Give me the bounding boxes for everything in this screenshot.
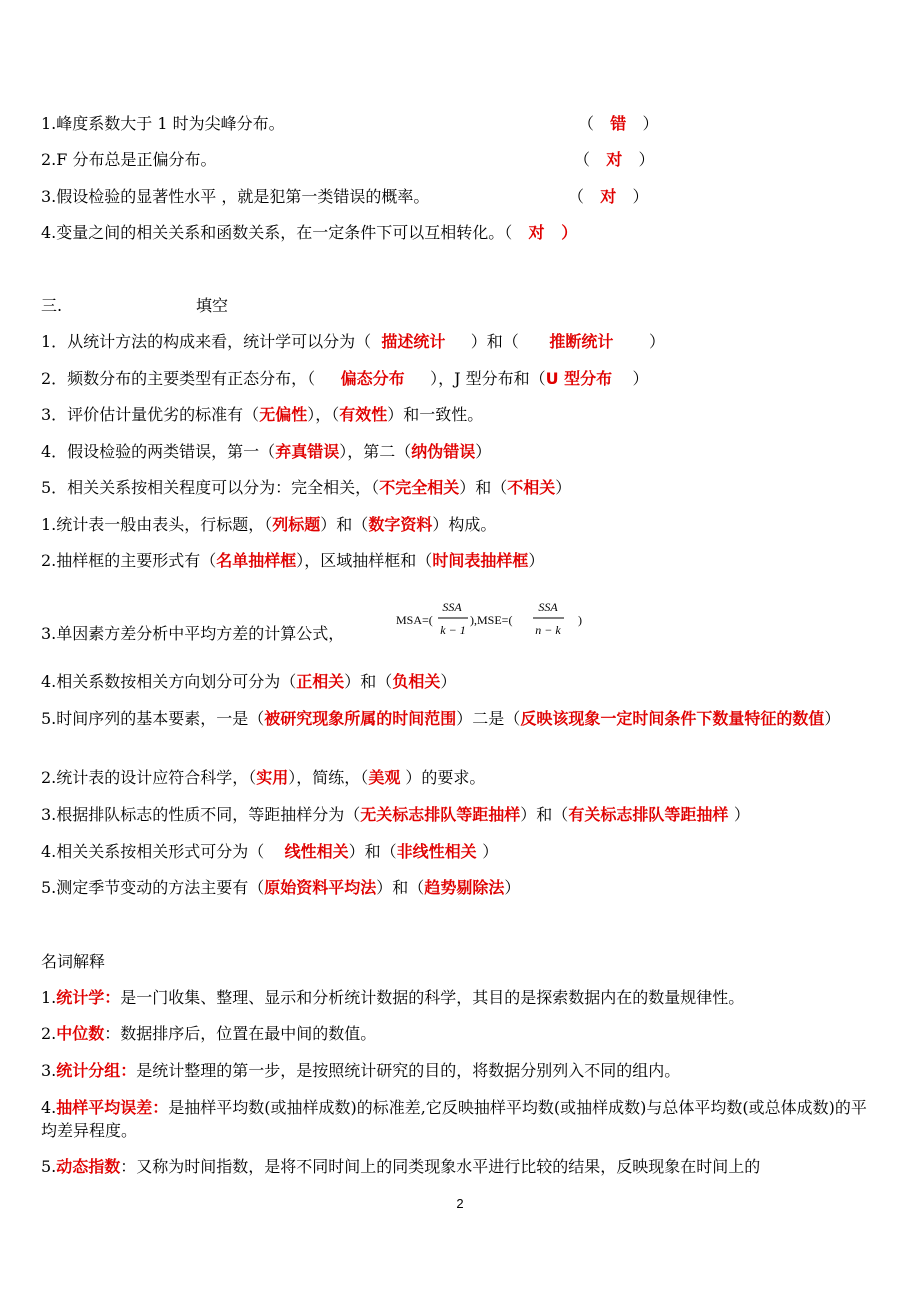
section-title: 填空	[196, 296, 229, 315]
text-segment: 是统计整理的第一步，是按照统计研究的目的，将数据分别列入不同的组内。	[136, 1061, 681, 1080]
definition-item	[41, 1024, 376, 1044]
formula-image	[396, 598, 592, 642]
formula-question: 3.单因素方差分析中平均方差的计算公式，	[41, 624, 345, 643]
formula-num2: SSA	[538, 600, 558, 614]
definition-item	[41, 1157, 760, 1177]
fill-blank-item	[41, 672, 456, 692]
definition-item	[41, 988, 744, 1008]
fill-blank-item	[41, 405, 483, 425]
text-segment: ）和（	[344, 672, 393, 691]
answer-text: 对	[517, 223, 556, 242]
text-segment: ）的要求。	[400, 768, 486, 787]
answer-text: 正相关	[296, 672, 345, 691]
text-segment: 是一门收集、整理、显示和分析统计数据的科学，其目的是探索数据内在的数量规律性。	[120, 988, 745, 1007]
true-false-item	[41, 114, 285, 134]
text-segment: ），第二（	[339, 442, 412, 461]
text-segment: ）构成。	[432, 515, 497, 534]
answer-text: 列标题	[272, 515, 321, 534]
question-text: 4.变量之间的相关关系和函数关系，在一定条件下可以互相转化。	[41, 223, 505, 242]
fill-blank-item	[41, 442, 491, 462]
text-segment: 2.	[41, 1024, 57, 1043]
answer-text: 纳伪错误	[411, 442, 476, 461]
text-segment: ）	[612, 369, 649, 388]
answer-text: 非线性相关	[396, 842, 483, 861]
answer-text: 中位数	[56, 1024, 105, 1043]
text-segment: ：又称为时间指数，是将不同时间上的同类现象水平进行比较的结果，反映现象在时间上的	[120, 1157, 761, 1176]
answer-text: 错	[599, 114, 638, 133]
fill-blank-item	[41, 842, 498, 862]
formula-end: )	[578, 613, 582, 627]
text-segment: ），（	[307, 405, 340, 424]
text-segment: 2．频数分布的主要类型有正态分布，（	[41, 369, 341, 388]
formula-num1: SSA	[442, 600, 462, 614]
text-segment: ）	[613, 332, 665, 351]
fill-blank-item	[41, 515, 496, 535]
text-segment: ）和（	[348, 842, 397, 861]
text-segment: ：数据排序后，位置在最中间的数值。	[104, 1024, 377, 1043]
text-segment: 5．相关关系按相关程度可以分为：完全相关，（	[41, 478, 380, 497]
text-segment: ），J 型分布和（	[404, 369, 546, 388]
answer-text: 抽样平均误差：	[56, 1098, 169, 1117]
text-segment: 2.抽样框的主要形式有（	[41, 551, 217, 570]
text-segment: ），简练，（	[288, 768, 369, 787]
section-number: 三.	[41, 296, 63, 315]
text-segment: ），区域抽样框和（	[296, 551, 433, 570]
terms-heading: 名词解释	[41, 952, 106, 971]
answer-text: 数字资料	[368, 515, 433, 534]
answer-text: 对	[589, 187, 628, 206]
text-segment: ）和（	[445, 332, 550, 351]
answer-text: 被研究现象所属的时间范围	[264, 709, 457, 728]
text-segment: 1．从统计方法的构成来看，统计学可以分为（	[41, 332, 382, 351]
text-segment: ）	[555, 478, 572, 497]
text-segment: 3．评价估计量优劣的标准有（	[41, 405, 260, 424]
formula-msa: MSA=(	[396, 613, 433, 627]
answer-text: 负相关	[392, 672, 441, 691]
answer-text: 不完全相关	[379, 478, 460, 497]
text-segment: 3.根据排队标志的性质不同，等距抽样分为（	[41, 805, 361, 824]
fill-blank-item	[41, 768, 485, 788]
text-segment: ）	[475, 442, 492, 461]
text-segment: ）	[528, 551, 545, 570]
fill-blank-item	[41, 878, 520, 898]
question-text: 3.假设检验的显著性水平 ，就是犯第一类错误的概率。	[41, 187, 430, 206]
text-segment: 4.相关关系按相关形式可分为（	[41, 842, 285, 861]
fill-blank-item	[41, 551, 544, 571]
text-segment: ）	[824, 709, 841, 728]
answer-text: 动态指数	[56, 1157, 121, 1176]
answer-text: 趋势剔除法	[424, 878, 505, 897]
fill-blank-item	[41, 805, 750, 825]
text-segment: 是抽样平均数(或抽样成数)的标准差,它反映抽样平均数(或抽样成数)与总体平均数(或总体成数)的平均差异程度。	[41, 1098, 867, 1140]
fill-blank-item	[41, 478, 571, 498]
fill-blank-item	[41, 332, 665, 352]
answer-bracket: （ 错 ）	[578, 114, 659, 133]
answer-text: 有效性	[339, 405, 388, 424]
answer-text: 名单抽样框	[216, 551, 297, 570]
fill-blank-item	[41, 707, 879, 730]
text-segment: ）	[733, 805, 750, 824]
true-false-item: 4.变量之间的相关关系和函数关系，在一定条件下可以互相转化。（ 对 ）	[41, 223, 578, 242]
question-text: 2.F 分布总是正偏分布。	[41, 150, 217, 169]
true-false-item	[41, 150, 216, 170]
formula-den2: n − k	[535, 623, 561, 637]
answer-text: 对	[595, 150, 634, 169]
answer-text: 无关标志排队等距抽样	[360, 805, 521, 824]
answer-text: 偏态分布	[340, 369, 405, 388]
page-number: 2	[456, 1196, 464, 1211]
answer-text: 有关标志排队等距抽样	[568, 805, 734, 824]
text-segment: 3.	[41, 1061, 57, 1080]
definition-item	[41, 1096, 879, 1142]
text-segment: 4.	[41, 1098, 57, 1117]
answer-text: 无偏性	[259, 405, 308, 424]
answer-text: U 型分布	[545, 369, 613, 388]
text-segment: ）和（	[459, 478, 508, 497]
formula-svg	[396, 598, 592, 642]
answer-text: 反映该现象一定时间条件下数量特征的数值	[520, 709, 825, 728]
true-false-item	[41, 187, 429, 207]
text-segment: ）和（	[520, 805, 569, 824]
definition-item	[41, 1061, 680, 1081]
text-segment: 4.相关系数按相关方向划分可分为（	[41, 672, 297, 691]
answer-text: 美观	[368, 768, 401, 787]
text-segment: ）和（	[376, 878, 425, 897]
answer-text: 弃真错误	[275, 442, 340, 461]
answer-bracket: （ 对 ）	[568, 187, 649, 206]
answer-text: 统计学：	[56, 988, 121, 1007]
answer-text: 实用	[256, 768, 289, 787]
answer-text: 推断统计	[549, 332, 614, 351]
answer-text: 描述统计	[381, 332, 446, 351]
text-segment: 1.统计表一般由表头，行标题，（	[41, 515, 273, 534]
formula-den1: k − 1	[440, 623, 466, 637]
text-segment: ）二是（	[456, 709, 521, 728]
formula-mid: ),MSE=(	[470, 613, 513, 627]
text-segment: 2.统计表的设计应符合科学，（	[41, 768, 257, 787]
answer-text: 统计分组：	[56, 1061, 137, 1080]
text-segment: ）	[482, 842, 499, 861]
text-segment: 1.	[41, 988, 57, 1007]
fill-blank-item	[41, 369, 649, 389]
text-segment: ）和一致性。	[387, 405, 484, 424]
text-segment: ）	[504, 878, 521, 897]
text-segment: ）	[440, 672, 457, 691]
text-segment: 5.	[41, 1157, 57, 1176]
text-segment: 4．假设检验的两类错误，第一（	[41, 442, 276, 461]
text-segment: 5.测定季节变动的方法主要有（	[41, 878, 265, 897]
answer-text: 线性相关	[284, 842, 349, 861]
text-segment: ）和（	[320, 515, 369, 534]
answer-bracket: （ 对 ）	[574, 150, 655, 169]
answer-text: 时间表抽样框	[432, 551, 529, 570]
answer-text: 不相关	[507, 478, 556, 497]
answer-text: 原始资料平均法	[264, 878, 377, 897]
text-segment: 5.时间序列的基本要素，一是（	[41, 709, 265, 728]
question-text: 1.峰度系数大于 1 时为尖峰分布。	[41, 114, 285, 133]
